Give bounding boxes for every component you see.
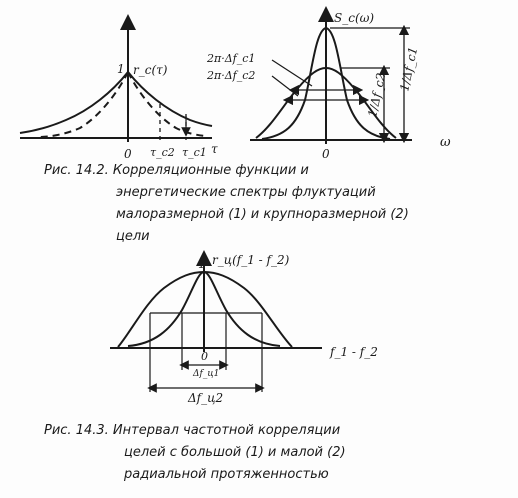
fig3-width-label-1: Δf_ц1 [193,369,220,379]
fig3-peak-label: 1 [198,257,206,271]
fig3-width-label-2: Δf_ц2 [188,391,224,405]
left-origin-label: 0 [124,147,132,161]
width-label-2: 2π·Δf_c2 [207,69,256,82]
caption-14-3 [44,420,346,486]
left-axis-label: τ [211,142,218,156]
right-axis-label: ω [440,135,451,150]
fig3-y-label: r_ц(f_1 - f_2) [212,253,290,267]
right-origin-label: 0 [322,147,330,161]
caption-14-3-line-3: радиальной протяженностью [124,467,329,482]
height-label-2: 1/Δf_c2 [365,71,389,119]
caption-14-3-line-2: целей с большой (1) и малой (2) [124,445,346,460]
width-label-1: 2π·Δf_c1 [207,52,256,65]
fig3-origin-label: 0 [201,350,208,363]
height-label-1: 1/Δf_c1 [397,45,421,93]
tick-tau-c2-label: τ_c2 [150,146,175,159]
caption-14-2-line-2: энергетические спектры флуктуаций [116,185,376,200]
left-peak-label: 1 [117,62,125,76]
caption-14-3-line-1: Рис. 14.3. Интервал частотной корреляции [44,423,341,438]
fig3-axis-label: f_1 - f_2 [330,345,378,359]
caption-14-2-line-4: цели [116,229,150,244]
caption-14-2-line-1: Рис. 14.2. Корреляционные функции и [44,163,309,178]
caption-14-2-line-3: малоразмерной (1) и крупноразмерной (2) [116,207,409,222]
right-y-label: S_c(ω) [334,11,375,25]
tick-tau-c1-label: τ_c1 [182,146,207,159]
left-y-label: r_c(τ) [133,63,168,77]
